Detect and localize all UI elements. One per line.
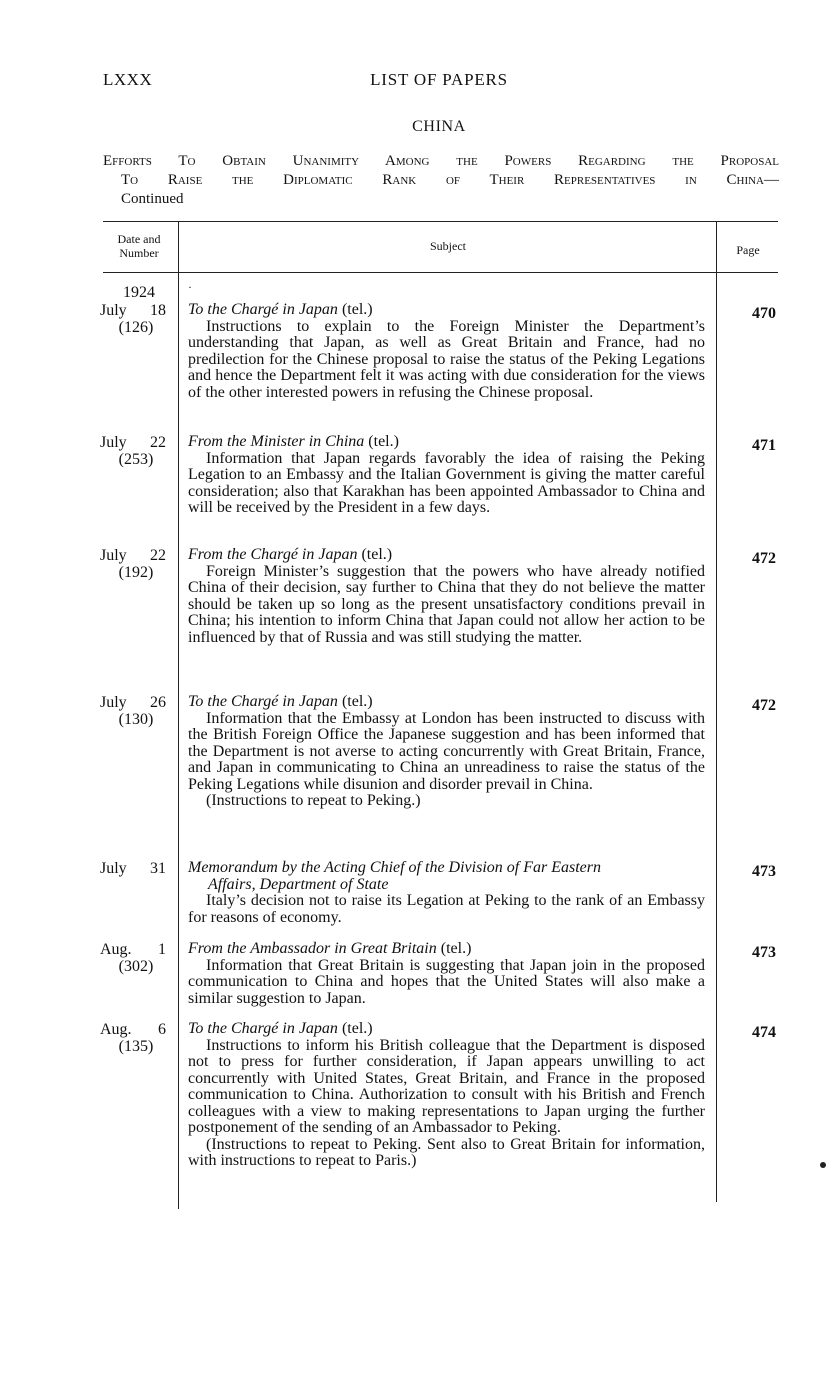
entry-title bbox=[188, 1021, 705, 1038]
entry-page: 471 bbox=[752, 437, 776, 454]
entry-title-text: To the Chargé in Japan bbox=[188, 301, 338, 318]
page-roman-numeral: LXXX bbox=[103, 70, 153, 89]
entry-text: Information that Japan regards favorably the idea of raising the Peking Legation to an Embassy and the Italian Government is giving the matter careful consideration; also that Karakhan has been appointed Ambassador to China and will be received by the President in a few days. bbox=[188, 449, 705, 516]
entry-tel: (tel.) bbox=[341, 1020, 373, 1037]
entry-subject bbox=[188, 547, 705, 646]
entry-text: Instructions to explain to the Foreign Minister the Department’s understanding that Japan, as well as Great Britain and France, had no predilection for the Chinese proposal to raise the status of the Peking Legations and hence the Department felt it was acting with due consideration for the views of the other interested powers in refusing the Chinese proposal. bbox=[188, 317, 705, 401]
entry-title-continued: Affairs, Department of State bbox=[208, 875, 389, 893]
entry-number: (126) bbox=[118, 319, 154, 336]
section-heading-line-1: Efforts To Obtain Unanimity Among the Powers Regarding the Proposal bbox=[103, 153, 779, 169]
table-column-divider-left bbox=[178, 222, 179, 1209]
margin-dot-mark bbox=[820, 1162, 826, 1168]
entry-number: (302) bbox=[118, 958, 154, 975]
entry-title-text: From the Chargé in Japan bbox=[188, 546, 358, 563]
entry-page: 474 bbox=[752, 1024, 776, 1041]
entry-number: (130) bbox=[118, 711, 154, 728]
running-title: LIST OF PAPERS bbox=[370, 70, 508, 89]
entry-title bbox=[188, 694, 705, 711]
column-header-subject: Subject bbox=[430, 239, 466, 253]
entry-date: July 22 bbox=[100, 547, 166, 564]
column-header-date-number bbox=[103, 232, 175, 260]
entry-date: July 26 bbox=[100, 694, 166, 711]
entry-date: July 31 bbox=[100, 860, 166, 877]
entry-title bbox=[188, 941, 705, 958]
entry-title-text: To the Chargé in Japan bbox=[188, 1020, 338, 1037]
entry-number: (135) bbox=[118, 1038, 154, 1055]
entry-note: (Instructions to repeat to Peking. Sent also to Great Britain for information, with instructions to repeat to Paris.) bbox=[188, 1135, 705, 1169]
section-heading-line-3: Continued bbox=[121, 191, 184, 207]
entry-title bbox=[188, 302, 705, 319]
entry-text: Information that Great Britain is suggesting that Japan join in the proposed communication to China and hopes that the United States will also make a similar suggestion to Japan. bbox=[188, 956, 705, 1007]
entry-date: July 18 bbox=[100, 302, 166, 319]
entry-title-text: From the Minister in China bbox=[188, 433, 365, 450]
entry-subject bbox=[188, 434, 705, 517]
entry-date: Aug. 1 bbox=[100, 941, 166, 958]
entry-tel: (tel.) bbox=[361, 546, 393, 563]
column-header-page: Page bbox=[736, 243, 760, 257]
entry-subject bbox=[188, 1021, 705, 1170]
entry-page: 472 bbox=[752, 697, 776, 714]
entry-date-number bbox=[100, 941, 166, 975]
entry-subject bbox=[188, 302, 705, 401]
entry-title: Memorandum by the Acting Chief of the Division of Far Eastern bbox=[188, 859, 601, 876]
entry-page: 473 bbox=[752, 944, 776, 961]
table-top-rule bbox=[103, 221, 778, 222]
column-header-date: Date and bbox=[117, 232, 161, 246]
entry-number: (192) bbox=[118, 564, 154, 581]
entry-date-number bbox=[100, 434, 166, 468]
entry-text: Italy’s decision not to raise its Legation at Peking to the rank of an Embassy for reasons of economy. bbox=[188, 892, 705, 926]
entry-subject bbox=[188, 941, 705, 1007]
entry-text: Information that the Embassy at London has been instructed to discuss with the British Foreign Office the Japanese suggestion and has been informed that the Department is not averse to acting concurrently with Great Britain, France, and Japan in communicating to China an unreadiness to raise the status of the Peking Legations while disunion and disorder prevail in China. bbox=[188, 709, 705, 793]
entry-date: Aug. 6 bbox=[100, 1021, 166, 1038]
entry-date-number bbox=[100, 1021, 166, 1055]
entry-number: (253) bbox=[118, 451, 154, 468]
entry-title bbox=[188, 547, 705, 564]
entry-tel: (tel.) bbox=[440, 940, 472, 957]
entry-tel: (tel.) bbox=[368, 433, 399, 450]
table-column-divider-right bbox=[716, 222, 717, 1202]
entry-subject bbox=[188, 694, 705, 810]
section-heading-line-2: To Raise the Diplomatic Rank of Their Representatives in China— bbox=[121, 172, 779, 188]
entry-page: 470 bbox=[752, 305, 776, 322]
entry-title-text: To the Chargé in Japan bbox=[188, 693, 338, 710]
column-header-number: Number bbox=[119, 246, 159, 260]
entry-page: 473 bbox=[752, 863, 776, 880]
entry-subject bbox=[188, 860, 705, 926]
entry-date-number bbox=[100, 694, 166, 728]
entry-date: July 22 bbox=[100, 434, 166, 451]
entry-date-number bbox=[100, 860, 166, 877]
country-heading: CHINA bbox=[412, 118, 466, 135]
table-header-rule bbox=[103, 272, 778, 273]
entry-note: (Instructions to repeat to Peking.) bbox=[206, 792, 421, 809]
leader-dot: · bbox=[188, 280, 192, 294]
entry-tel: (tel.) bbox=[341, 693, 373, 710]
table-year: 1924 bbox=[123, 284, 155, 301]
entry-text: Foreign Minister’s suggestion that the powers who have already notified China of their decision, say further to China that they do not believe the matter should be taken up so long as the present unsatisfactory conditions prevail in China; his intention to inform China that Japan could not allow her action to be influenced by that of Russia and was still studying the matter. bbox=[188, 562, 705, 646]
entry-date-number bbox=[100, 547, 166, 581]
section-heading bbox=[103, 152, 779, 209]
entry-date-number bbox=[100, 302, 166, 336]
entry-title-text: From the Ambassador in Great Britain bbox=[188, 940, 437, 957]
entry-tel: (tel.) bbox=[341, 301, 373, 318]
entry-text: Instructions to inform his British colleague that the Department is disposed not to press for further consideration, if Japan appears unwilling to act concurrently with United States, Great Britain, and France in the proposed communication to China. Authorization to consult with his British and French colleagues with a view to making representations to Japan urging the further postponement of the sending of an Ambassador to Peking. bbox=[188, 1036, 705, 1136]
entry-title bbox=[188, 434, 705, 451]
entry-page: 472 bbox=[752, 550, 776, 567]
